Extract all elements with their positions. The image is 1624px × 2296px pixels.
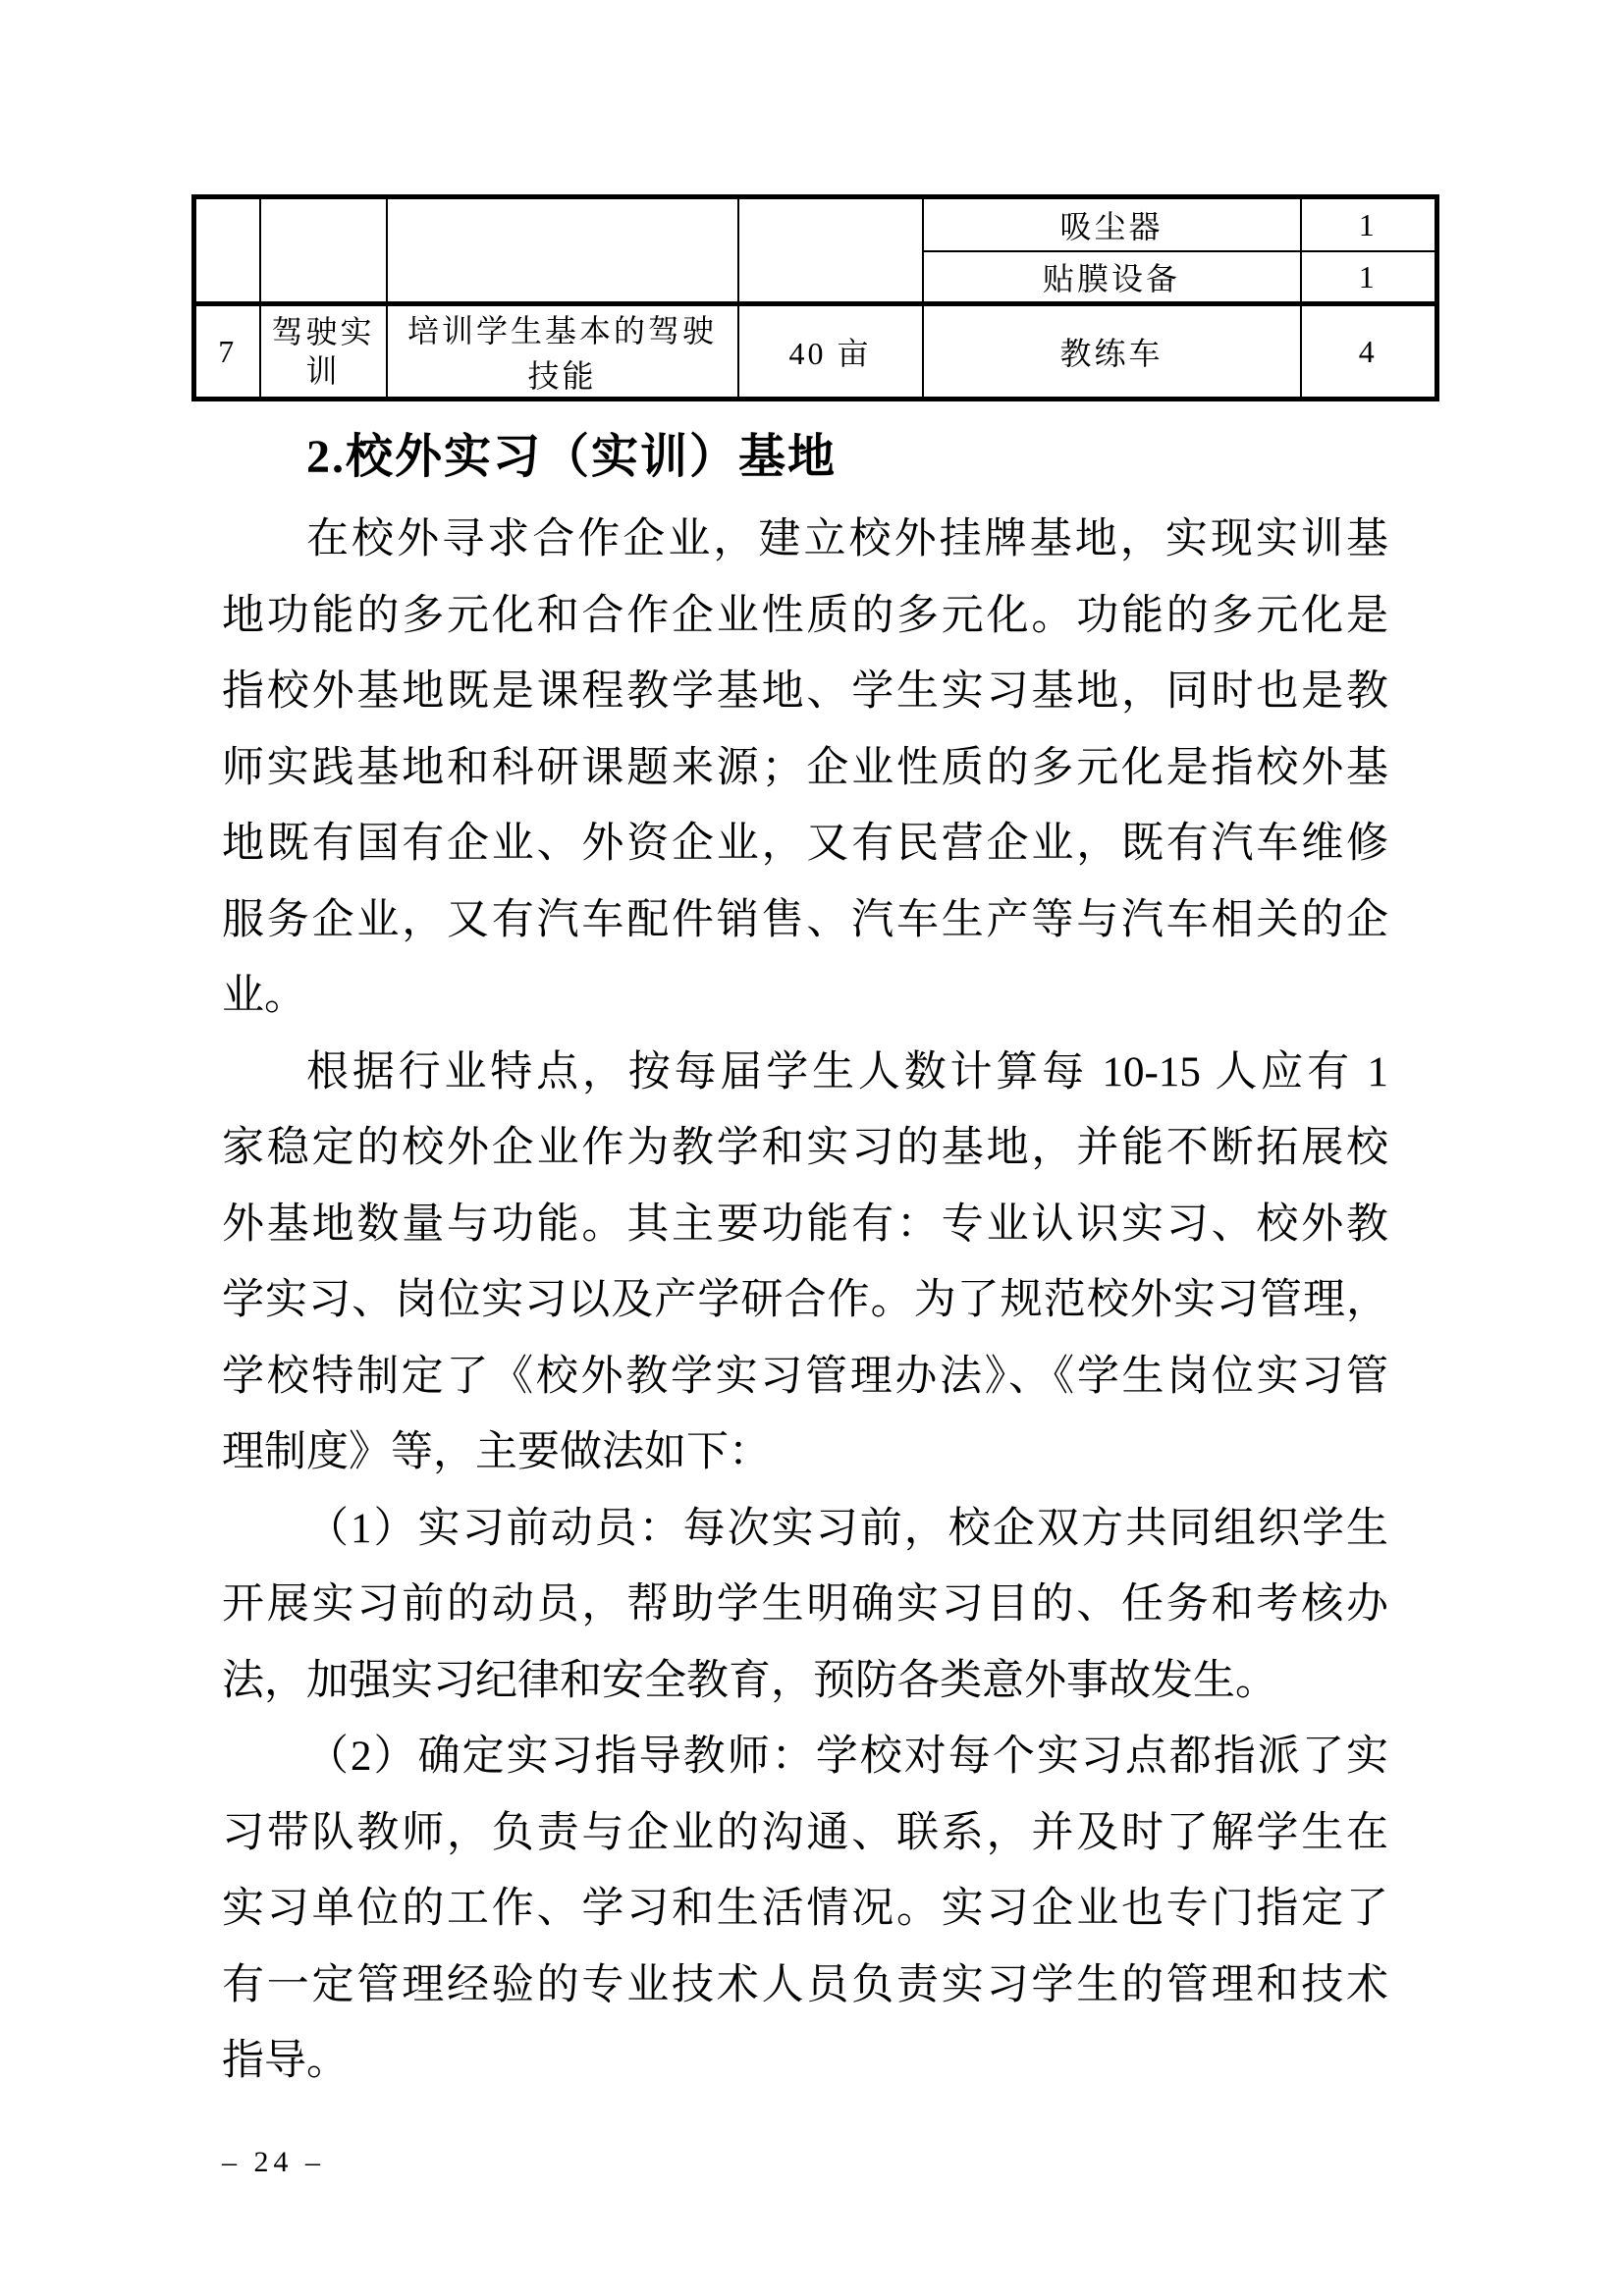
table-cell-equipment: 吸尘器 bbox=[923, 197, 1301, 252]
table-cell-function-merged bbox=[387, 197, 738, 304]
text-line: 指导。 bbox=[222, 2038, 349, 2084]
text-line: 地既有国有企业、外资企业，又有民营企业，既有汽车维修 bbox=[222, 821, 1388, 867]
table-cell-area-merged bbox=[738, 197, 923, 304]
text-line: 在校外寻求合作企业，建立校外挂牌基地，实现实训基 bbox=[306, 516, 1388, 562]
text-line: 地功能的多元化和合作企业性质的多元化。功能的多元化是 bbox=[222, 592, 1388, 639]
table-cell-index-merged bbox=[194, 197, 260, 304]
text-line: 实习单位的工作、学习和生活情况。实习企业也专门指定了 bbox=[222, 1886, 1388, 1932]
table-cell-quantity: 4 bbox=[1301, 304, 1437, 400]
text-line: （2）确定实习指导教师：学校对每个实习点都指派了实 bbox=[306, 1734, 1388, 1780]
body-text bbox=[222, 502, 1388, 2100]
text-line: 指校外基地既是课程教学基地、学生实习基地，同时也是教 bbox=[222, 668, 1388, 715]
text-line: 有一定管理经验的专业技术人员负责实习学生的管理和技术 bbox=[222, 1961, 1388, 2008]
text-line: 学实习、岗位实习以及产学研合作。为了规范校外实习管理， bbox=[222, 1277, 1388, 1323]
text-line: 服务企业，又有汽车配件销售、汽车生产等与汽车相关的企 bbox=[222, 896, 1388, 943]
table-cell-index: 7 bbox=[194, 304, 260, 400]
page-number: – 24 – bbox=[222, 2146, 325, 2178]
text-line: 学校特制定了《校外教学实习管理办法》、《学生岗位实习管 bbox=[222, 1353, 1388, 1400]
text-line: 家稳定的校外企业作为教学和实习的基地，并能不断拓展校 bbox=[222, 1125, 1388, 1171]
table-cell-function: 培训学生基本的驾驶技能 bbox=[387, 304, 738, 400]
training-facility-table bbox=[191, 194, 1439, 401]
text-line: 开展实习前的动员，帮助学生明确实习目的、任务和考核办 bbox=[222, 1581, 1388, 1628]
text-line: 理制度》等，主要做法如下： bbox=[222, 1429, 771, 1475]
table-cell-name-merged bbox=[260, 197, 387, 304]
section-heading: 2.校外实习（实训）基地 bbox=[306, 431, 838, 483]
table-cell-quantity: 1 bbox=[1301, 251, 1437, 304]
text-line: 法，加强实习纪律和安全教育，预防各类意外事故发生。 bbox=[222, 1657, 1277, 1704]
table-cell-area: 40 亩 bbox=[738, 304, 923, 400]
text-line: 习带队教师，负责与企业的沟通、联系，并及时了解学生在 bbox=[222, 1809, 1388, 1856]
table-row bbox=[194, 304, 1437, 400]
table-row bbox=[194, 197, 1437, 252]
text-line: 外基地数量与功能。其主要功能有：专业认识实习、校外教 bbox=[222, 1201, 1388, 1248]
table-cell-equipment: 教练车 bbox=[923, 304, 1301, 400]
table-cell-quantity: 1 bbox=[1301, 197, 1437, 252]
table-cell-name: 驾驶实训 bbox=[260, 304, 387, 400]
text-line: 师实践基地和科研课题来源；企业性质的多元化是指校外基 bbox=[222, 744, 1388, 791]
text-line: 根据行业特点，按每届学生人数计算每 10-15 人应有 1 bbox=[306, 1048, 1388, 1095]
text-line: （1）实习前动员：每次实习前，校企双方共同组织学生 bbox=[306, 1505, 1388, 1552]
table-cell-equipment: 贴膜设备 bbox=[923, 251, 1301, 304]
text-line: 业。 bbox=[222, 973, 306, 1019]
